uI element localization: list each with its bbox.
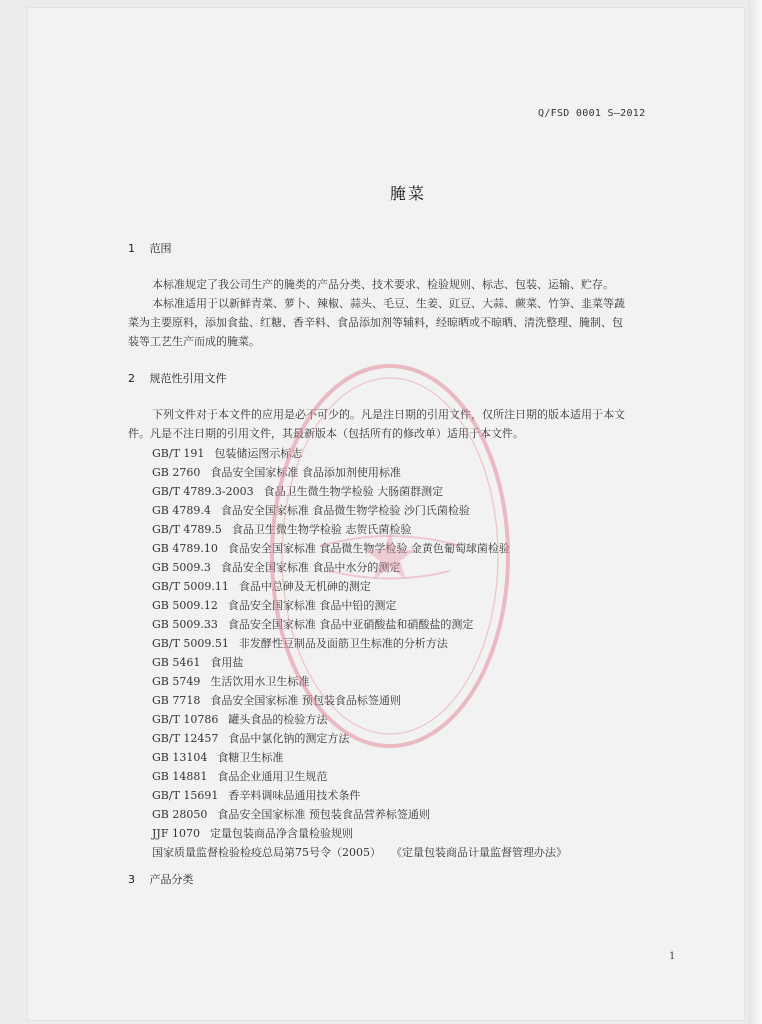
- reference-item: [152, 444, 567, 463]
- reference-code: GB 14881: [152, 770, 208, 783]
- page-spine-edge: [748, 0, 762, 1024]
- section-3-heading: [128, 871, 194, 887]
- reference-title: 食品中氯化钠的测定方法: [228, 732, 350, 745]
- reference-title: 包装储运图示标志: [214, 447, 303, 460]
- reference-item: [152, 824, 567, 843]
- reference-code: GB/T 191: [152, 447, 205, 460]
- reference-title: 食品安全国家标准 预包装食品营养标签通则: [217, 808, 430, 821]
- reference-item: [152, 843, 567, 862]
- reference-item: [152, 634, 567, 653]
- section-2-title: 规范性引用文件: [149, 372, 227, 385]
- reference-item: [152, 748, 567, 767]
- reference-title: 食糖卫生标准: [217, 751, 284, 764]
- reference-title: 香辛料调味品通用技术条件: [228, 789, 361, 802]
- reference-title: 食品卫生微生物学检验 志贺氏菌检验: [231, 523, 412, 536]
- reference-code: GB 5009.3: [152, 561, 211, 574]
- document-code: Q/FSD 0001 S—2012: [538, 108, 646, 119]
- reference-code: GB 5009.12: [152, 599, 218, 612]
- reference-code: GB/T 12457: [152, 732, 219, 745]
- reference-code: GB/T 5009.11: [152, 580, 229, 593]
- reference-item: [152, 501, 567, 520]
- reference-item: [152, 767, 567, 786]
- reference-item: [152, 786, 567, 805]
- reference-title: 罐头食品的检验方法: [228, 713, 328, 726]
- section-3-number: 3: [128, 873, 135, 886]
- section-1-line: 本标准适用于以新鲜青菜、萝卜、辣椒、蒜头、毛豆、生姜、豇豆、大蒜、蕨菜、竹笋、韭菜等蔬: [152, 297, 625, 310]
- reference-code: GB 4789.4: [152, 504, 211, 517]
- reference-title: 生活饮用水卫生标准: [210, 675, 310, 688]
- reference-title: 食品安全国家标准 预包装食品标签通则: [210, 694, 401, 707]
- section-1-number: 1: [128, 242, 135, 255]
- reference-title: 《定量包装商品计量监督管理办法》: [391, 846, 567, 859]
- reference-title: 食品卫生微生物学检验 大肠菌群测定: [263, 485, 444, 498]
- reference-title: 食品安全国家标准 食品微生物学检验 金黄色葡萄球菌检验: [227, 542, 510, 555]
- reference-item: [152, 463, 567, 482]
- reference-code: GB/T 4789.5: [152, 523, 222, 536]
- reference-title: 食用盐: [210, 656, 244, 669]
- section-1-line: 菜为主要原料，添加食盐、红糖、香辛料、食品添加剂等辅料，经晾晒或不晾晒、清洗整理、腌制、包: [128, 316, 623, 329]
- page-number: 1: [669, 951, 676, 962]
- reference-title: 食品安全国家标准 食品中亚硝酸盐和硝酸盐的测定: [227, 618, 474, 631]
- reference-title: 食品安全国家标准 食品中铅的测定: [227, 599, 397, 612]
- document-page: [28, 8, 744, 1020]
- section-3-title: 产品分类: [149, 873, 194, 886]
- reference-code: JJF 1070: [152, 827, 200, 840]
- reference-item: [152, 653, 567, 672]
- reference-code: GB 2760: [152, 466, 201, 479]
- reference-code: 国家质量监督检验检疫总局第75号令（2005）: [152, 846, 381, 859]
- document-title: 腌菜: [390, 184, 427, 203]
- reference-code: GB 4789.10: [152, 542, 218, 555]
- reference-title: 食品中总砷及无机砷的测定: [238, 580, 371, 593]
- reference-item: [152, 596, 567, 615]
- reference-title: 食品安全国家标准 食品中水分的测定: [220, 561, 401, 574]
- reference-item: [152, 520, 567, 539]
- reference-title: 食品安全国家标准 食品微生物学检验 沙门氏菌检验: [220, 504, 470, 517]
- section-1-line: 本标准规定了我公司生产的腌类的产品分类、技术要求、检验规则、标志、包装、运输、贮存。: [152, 278, 614, 291]
- reference-item: [152, 539, 567, 558]
- reference-title: 非发酵性豆制品及面筋卫生标准的分析方法: [238, 637, 448, 650]
- reference-code: GB 28050: [152, 808, 208, 821]
- reference-item: [152, 615, 567, 634]
- reference-code: GB/T 4789.3-2003: [152, 485, 254, 498]
- reference-code: GB 5749: [152, 675, 201, 688]
- reference-list: [152, 444, 567, 862]
- reference-item: [152, 482, 567, 501]
- reference-code: GB/T 15691: [152, 789, 219, 802]
- reference-code: GB/T 5009.51: [152, 637, 229, 650]
- section-2-number: 2: [128, 372, 135, 385]
- reference-item: [152, 577, 567, 596]
- reference-item: [152, 805, 567, 824]
- reference-code: GB/T 10786: [152, 713, 219, 726]
- reference-item: [152, 710, 567, 729]
- reference-code: GB 5009.33: [152, 618, 218, 631]
- reference-title: 食品安全国家标准 食品添加剂使用标准: [210, 466, 401, 479]
- reference-code: GB 7718: [152, 694, 201, 707]
- section-1-heading: [128, 240, 172, 256]
- reference-title: 定量包装商品净含量检验规则: [209, 827, 353, 840]
- reference-item: [152, 558, 567, 577]
- reference-item: [152, 729, 567, 748]
- section-2-heading: [128, 370, 227, 386]
- section-2-intro-line: 件。凡是不注日期的引用文件，其最新版本（包括所有的修改单）适用于本文件。: [128, 427, 524, 440]
- reference-code: GB 13104: [152, 751, 208, 764]
- reference-item: [152, 672, 567, 691]
- section-1-title: 范围: [149, 242, 172, 255]
- reference-code: GB 5461: [152, 656, 201, 669]
- section-2-intro-line: 下列文件对于本文件的应用是必不可少的。凡是注日期的引用文件，仅所注日期的版本适用于本文: [152, 408, 625, 421]
- reference-title: 食品企业通用卫生规范: [217, 770, 328, 783]
- reference-item: [152, 691, 567, 710]
- section-1-line: 装等工艺生产而成的腌菜。: [128, 335, 260, 348]
